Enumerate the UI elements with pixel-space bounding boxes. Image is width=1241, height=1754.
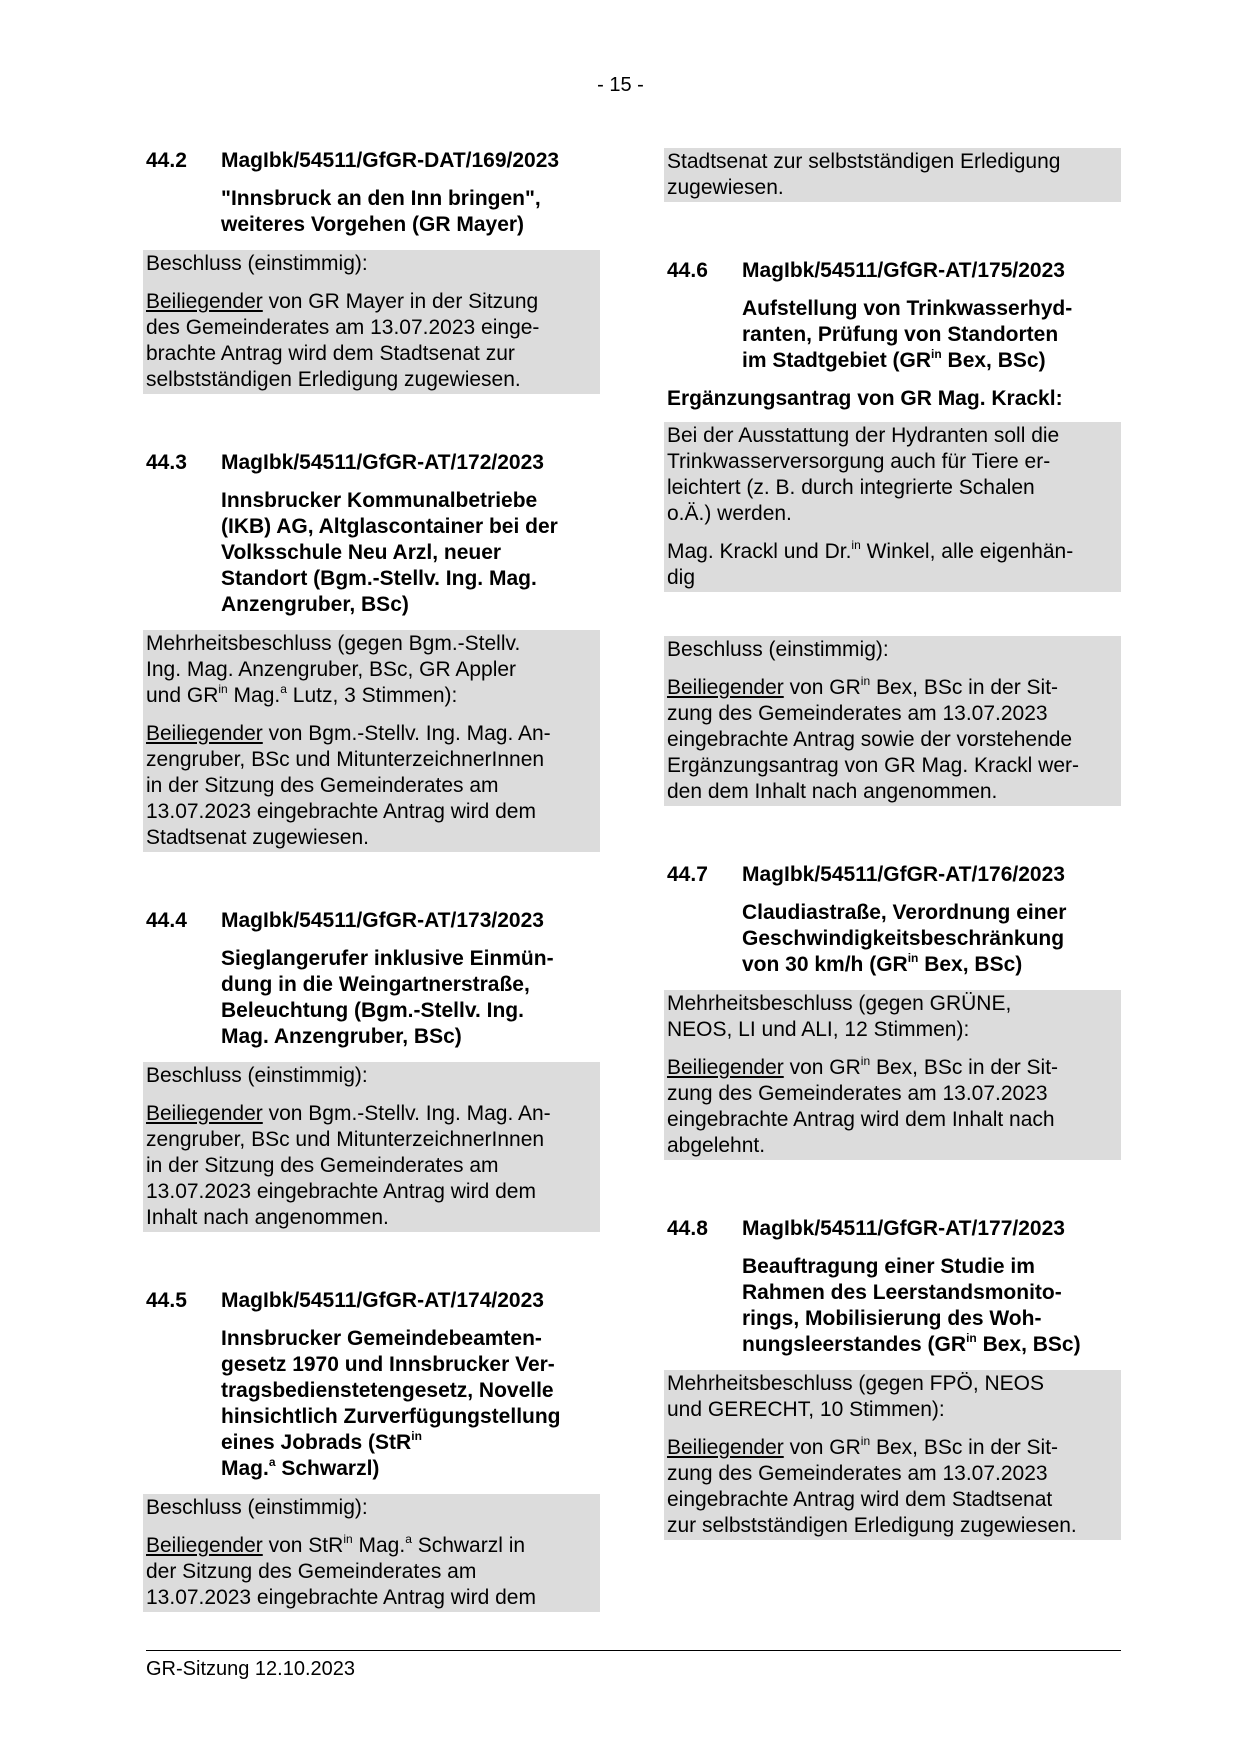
item-title [221, 1326, 600, 1482]
footer-text: GR-Sitzung 12.10.2023 [146, 1658, 356, 1680]
title-line: Anzengruber, BSc) [221, 593, 409, 616]
title-line: Aufstellung von Trinkwasserhyd- [742, 297, 1073, 320]
resolution-label: Beschluss (einstimmig): [146, 1496, 368, 1519]
resolution-line: zugewiesen. [667, 176, 784, 199]
attachment-link[interactable]: Beiliegender [146, 722, 263, 745]
item-heading [146, 450, 600, 476]
resolution-label: Beschluss (einstimmig): [146, 252, 368, 275]
title-line: Mag.$^a$ Schwarzl) [221, 1455, 380, 1480]
item-title [742, 1254, 1121, 1358]
resolution-line: der Sitzung des Gemeinderates am [146, 1560, 477, 1583]
item-reference: MagIbk/54511/GfGR-AT/176/2023 [742, 863, 1065, 886]
attachment-link[interactable]: Beiliegender [667, 1056, 784, 1079]
agenda-item-44-3 [146, 450, 600, 852]
item-heading [146, 908, 600, 934]
item-heading [146, 148, 600, 174]
amendment-line: dig [667, 566, 696, 589]
resolution-line: eingebrachte Antrag sowie der vorstehende [667, 728, 1073, 751]
resolution-box [143, 1062, 600, 1232]
resolution-text: Beiliegender von $GR^{in}$ Bex, BSc in der Sit- [667, 674, 1059, 699]
resolution-line: eingebrachte Antrag wird dem Inhalt nach [667, 1108, 1055, 1131]
title-line: Innsbrucker Kommunalbetriebe [221, 489, 538, 512]
resolution-box [664, 1370, 1121, 1540]
resolution-line: 13.07.2023 eingebrachte Antrag wird dem [146, 1586, 536, 1609]
attachment-link[interactable]: Beiliegender [146, 1102, 263, 1125]
resolution-line: Inhalt nach angenommen. [146, 1206, 389, 1229]
left-column [146, 148, 600, 1612]
amendment-line: Bei der Ausstattung der Hydranten soll die [667, 424, 1060, 447]
agenda-item-44-2 [146, 148, 600, 394]
resolution-text: Beiliegender von GR Mayer in der Sitzung [146, 290, 539, 313]
amendment-heading: Ergänzungsantrag von GR Mag. Krackl: [667, 387, 1063, 410]
title-line: eines Jobrads (StR$^{in}$ [221, 1429, 422, 1454]
title-line: Mag. Anzengruber, BSc) [221, 1025, 462, 1048]
footer-divider [146, 1650, 1121, 1651]
title-line: Rahmen des Leerstandsmonito- [742, 1281, 1062, 1304]
item-heading [667, 862, 1121, 888]
item-reference: MagIbk/54511/GfGR-AT/177/2023 [742, 1217, 1065, 1240]
title-line: Beauftragung einer Studie im [742, 1255, 1035, 1278]
amendment-line: o.Ä.) werden. [667, 502, 792, 525]
title-line: (IKB) AG, Altglascontainer bei der [221, 515, 558, 538]
item-title [221, 186, 600, 238]
resolution-line: des Gemeinderates am 13.07.2023 einge- [146, 316, 540, 339]
item-reference: MagIbk/54511/GfGR-AT/173/2023 [221, 909, 544, 932]
resolution-box [143, 630, 600, 852]
title-line: gesetz 1970 und Innsbrucker Ver- [221, 1353, 555, 1376]
resolution-line: zur selbstständigen Erledigung zugewiesen. [667, 1514, 1077, 1537]
amendment-line: leichtert (z. B. durch integrierte Schalen [667, 476, 1035, 499]
resolution-line: selbstständigen Erledigung zugewiesen. [146, 368, 521, 391]
agenda-item-44-6 [667, 258, 1121, 806]
item-reference: MagIbk/54511/GfGR-DAT/169/2023 [221, 149, 560, 172]
item-reference: MagIbk/54511/GfGR-AT/172/2023 [221, 451, 544, 474]
resolution-label: Ing. Mag. Anzengruber, BSc, GR Appler [146, 658, 517, 681]
resolution-label: Beschluss (einstimmig): [146, 1064, 368, 1087]
resolution-line: in der Sitzung des Gemeinderates am [146, 1154, 499, 1177]
attachment-link[interactable]: Beiliegender [146, 1534, 263, 1557]
title-line: weiteres Vorgehen (GR Mayer) [221, 213, 525, 236]
resolution-label: und GERECHT, 10 Stimmen): [667, 1398, 945, 1421]
resolution-text: Beiliegender von Bgm.-Stellv. Ing. Mag. An- [146, 722, 551, 745]
item-reference: MagIbk/54511/GfGR-AT/175/2023 [742, 259, 1065, 282]
resolution-box [664, 636, 1121, 806]
resolution-line: Stadtsenat zugewiesen. [146, 826, 369, 849]
resolution-line: 13.07.2023 eingebrachte Antrag wird dem [146, 1180, 536, 1203]
title-line: tragsbedienstetengesetz, Novelle [221, 1379, 554, 1402]
resolution-line: den dem Inhalt nach angenommen. [667, 780, 998, 803]
resolution-line: Stadtsenat zur selbstständigen Erledigung [667, 150, 1061, 173]
resolution-text: Beiliegender von $GR^{in}$ Bex, BSc in der Sit- [667, 1434, 1059, 1459]
resolution-text: Beiliegender von $GR^{in}$ Bex, BSc in der Sit- [667, 1054, 1059, 1079]
amendment-signature: Mag. Krackl und Dr.$^{in}$ Winkel, alle eigenhän- [667, 538, 1074, 563]
resolution-text: Beiliegender von StR$^{in}$ Mag.$^a$ Schwarzl in [146, 1532, 526, 1557]
right-column [667, 148, 1121, 1540]
title-line: hinsichtlich Zurverfügungstellung [221, 1405, 561, 1428]
resolution-line: zengruber, BSc und MitunterzeichnerInnen [146, 1128, 545, 1151]
title-line: Sieglangerufer inklusive Einmün- [221, 947, 554, 970]
title-line: Innsbrucker Gemeindebeamten- [221, 1327, 542, 1350]
agenda-item-44-7 [667, 862, 1121, 1160]
item-number: 44.7 [667, 863, 708, 886]
resolution-line: 13.07.2023 eingebrachte Antrag wird dem [146, 800, 536, 823]
resolution-label: NEOS, LI und ALI, 12 Stimmen): [667, 1018, 970, 1041]
resolution-label: und $GR^{in}$ Mag.$^a$ Lutz, 3 Stimmen): [146, 682, 458, 707]
resolution-line: zung des Gemeinderates am 13.07.2023 [667, 1462, 1048, 1485]
resolution-label: Mehrheitsbeschluss (gegen GRÜNE, [667, 992, 1012, 1015]
title-line: dung in die Weingartnerstraße, [221, 973, 530, 996]
attachment-link[interactable]: Beiliegender [667, 676, 784, 699]
title-line: "Innsbruck an den Inn bringen", [221, 187, 541, 210]
agenda-item-44-8 [667, 1216, 1121, 1540]
item-number: 44.4 [146, 909, 187, 932]
title-line: nungsleerstandes ($GR^{in}$ Bex, BSc) [742, 1331, 1081, 1356]
item-title [221, 488, 600, 618]
amendment-line: Trinkwasserversorgung auch für Tiere er- [667, 450, 1051, 473]
resolution-label: Mehrheitsbeschluss (gegen FPÖ, NEOS [667, 1372, 1044, 1395]
page-number: - 15 - [597, 74, 644, 96]
item-heading [667, 258, 1121, 284]
resolution-line: abgelehnt. [667, 1134, 766, 1157]
item-title [742, 296, 1121, 374]
title-line: Standort (Bgm.-Stellv. Ing. Mag. [221, 567, 537, 590]
item-number: 44.5 [146, 1289, 187, 1312]
agenda-item-44-4 [146, 908, 600, 1232]
resolution-label: Beschluss (einstimmig): [667, 638, 889, 661]
title-line: ranten, Prüfung von Standorten [742, 323, 1059, 346]
title-line: im Stadtgebiet ($GR^{in}$ Bex, BSc) [742, 347, 1046, 372]
title-line: von 30 km/h ($GR^{in}$ Bex, BSc) [742, 951, 1023, 976]
item-heading [146, 1288, 600, 1314]
item-heading [667, 1216, 1121, 1242]
resolution-line: brachte Antrag wird dem Stadtsenat zur [146, 342, 515, 365]
resolution-line: in der Sitzung des Gemeinderates am [146, 774, 499, 797]
title-line: rings, Mobilisierung des Woh- [742, 1307, 1042, 1330]
resolution-line: zung des Gemeinderates am 13.07.2023 [667, 1082, 1048, 1105]
title-line: Geschwindigkeitsbeschränkung [742, 927, 1065, 950]
title-line: Volksschule Neu Arzl, neuer [221, 541, 502, 564]
item-number: 44.2 [146, 149, 187, 172]
item-reference: MagIbk/54511/GfGR-AT/174/2023 [221, 1289, 544, 1312]
item-number: 44.3 [146, 451, 187, 474]
resolution-line: zengruber, BSc und MitunterzeichnerInnen [146, 748, 545, 771]
attachment-link[interactable]: Beiliegender [667, 1436, 784, 1459]
item-number: 44.8 [667, 1217, 708, 1240]
resolution-box [664, 990, 1121, 1160]
title-line: Claudiastraße, Verordnung einer [742, 901, 1067, 924]
item-title [221, 946, 600, 1050]
resolution-text: Beiliegender von Bgm.-Stellv. Ing. Mag. An- [146, 1102, 551, 1125]
resolution-box [143, 250, 600, 394]
resolution-label: Mehrheitsbeschluss (gegen Bgm.-Stellv. [146, 632, 521, 655]
resolution-line: eingebrachte Antrag wird dem Stadtsenat [667, 1488, 1053, 1511]
title-line: Beleuchtung (Bgm.-Stellv. Ing. [221, 999, 524, 1022]
item-number: 44.6 [667, 259, 708, 282]
resolution-line: Ergänzungsantrag von GR Mag. Krackl wer- [667, 754, 1080, 777]
attachment-link[interactable]: Beiliegender [146, 290, 263, 313]
amendment-box [664, 422, 1121, 592]
agenda-item-44-5 [146, 1288, 600, 1612]
item-title [742, 900, 1121, 978]
resolution-continuation [664, 148, 1121, 202]
resolution-box [143, 1494, 600, 1612]
resolution-line: zung des Gemeinderates am 13.07.2023 [667, 702, 1048, 725]
